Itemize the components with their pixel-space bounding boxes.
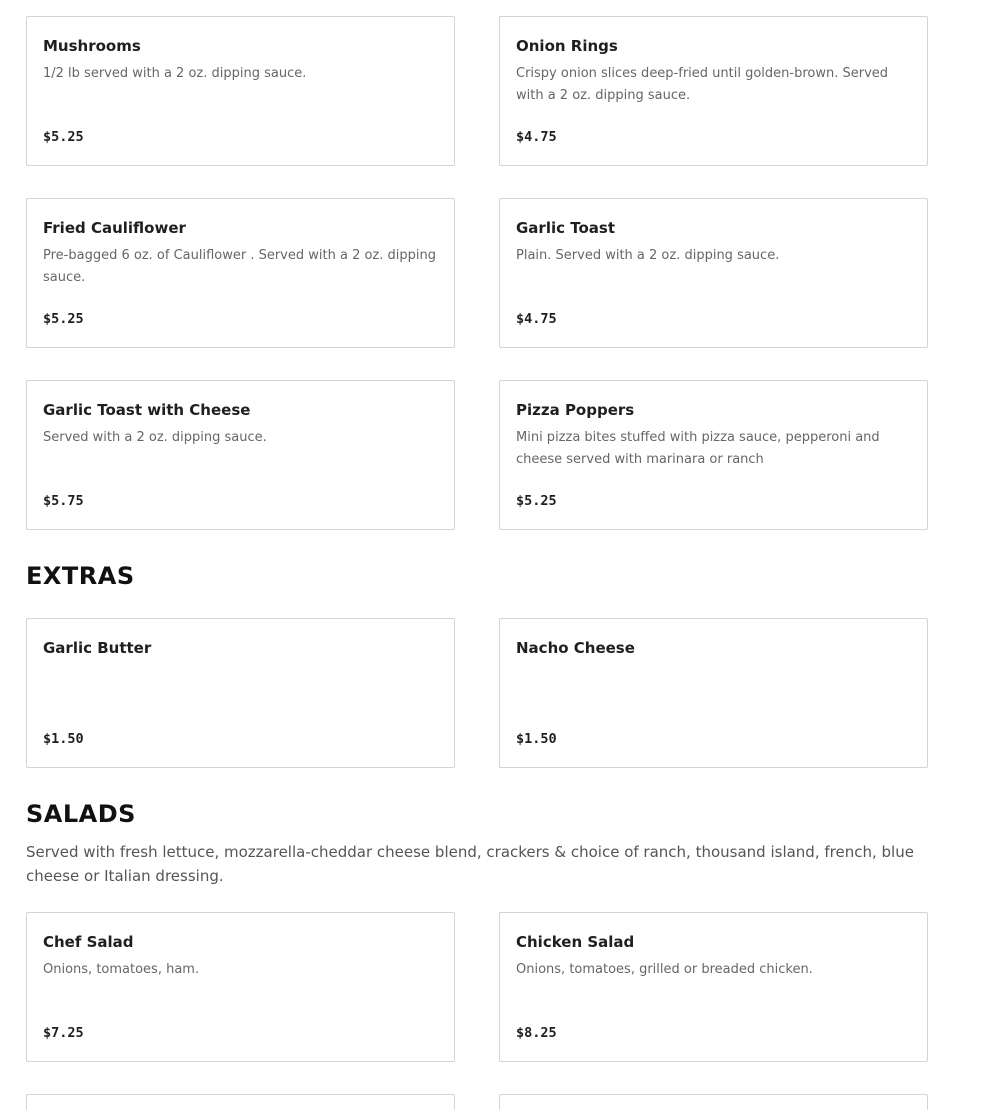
menu-item-name: Nacho Cheese	[516, 639, 635, 657]
menu-item-card[interactable]	[26, 16, 455, 166]
menu-item-card[interactable]	[499, 380, 928, 530]
menu-item-price: $1.50	[43, 731, 84, 747]
menu-item-description: Mini pizza bites stuffed with pizza sauce, pepperoni and cheese served with marinara or ranch	[516, 430, 880, 467]
menu-item-price: $4.75	[516, 129, 557, 145]
section-description-salads: Served with fresh lettuce, mozzarella-cheddar cheese blend, crackers & choice of ranch, thousand island, french, blue cheese or Italian dressing.	[26, 843, 914, 885]
menu-item-name: Garlic Butter	[43, 639, 152, 657]
section-heading-extras: EXTRAS	[26, 562, 135, 590]
menu-item-name: Onion Rings	[516, 37, 618, 55]
menu-item-card[interactable]	[26, 198, 455, 348]
menu-item-price: $5.25	[43, 129, 84, 145]
menu-item-name: Chicken Salad	[516, 933, 635, 951]
menu-item-card[interactable]	[499, 912, 928, 1062]
menu-item-name: Pizza Poppers	[516, 401, 635, 419]
menu-item-price: $5.25	[516, 493, 557, 509]
menu-item-description: Served with a 2 oz. dipping sauce.	[43, 430, 267, 445]
menu-item-price: $5.75	[43, 493, 84, 509]
salads-grid	[26, 912, 928, 1110]
menu-item-price: $7.25	[43, 1025, 84, 1041]
extras-grid	[26, 618, 928, 768]
menu-item-card[interactable]	[499, 1094, 928, 1110]
menu-item-card[interactable]	[26, 380, 455, 530]
menu-item-name: Fried Cauliflower	[43, 219, 186, 237]
menu-item-description: Plain. Served with a 2 oz. dipping sauce.	[516, 248, 780, 263]
section-heading-salads: SALADS	[26, 800, 136, 828]
menu-item-card[interactable]	[26, 618, 455, 768]
menu-item-description: Onions, tomatoes, ham.	[43, 962, 200, 977]
menu-item-card[interactable]	[499, 198, 928, 348]
menu-item-name: Chef Salad	[43, 933, 134, 951]
menu-item-card[interactable]	[26, 912, 455, 1062]
menu-item-price: $1.50	[516, 731, 557, 747]
appetizers-grid	[26, 16, 928, 530]
menu-item-description: 1/2 lb served with a 2 oz. dipping sauce.	[43, 66, 307, 81]
menu-item-description: Crispy onion slices deep-fried until golden-brown. Served with a 2 oz. dipping sauce.	[516, 66, 889, 103]
menu-item-name: Garlic Toast with Cheese	[43, 401, 251, 419]
menu-item-description: Pre-bagged 6 oz. of Cauliflower . Served with a 2 oz. dipping sauce.	[43, 248, 436, 285]
menu-item-description: Onions, tomatoes, grilled or breaded chicken.	[516, 962, 813, 977]
menu-item-price: $5.25	[43, 311, 84, 327]
menu-item-name: Mushrooms	[43, 37, 141, 55]
menu-item-card[interactable]	[499, 16, 928, 166]
menu-item-name: Garlic Toast	[516, 219, 615, 237]
menu-item-card[interactable]	[499, 618, 928, 768]
menu-item-price: $8.25	[516, 1025, 557, 1041]
menu-item-price: $4.75	[516, 311, 557, 327]
menu-item-card[interactable]	[26, 1094, 455, 1110]
